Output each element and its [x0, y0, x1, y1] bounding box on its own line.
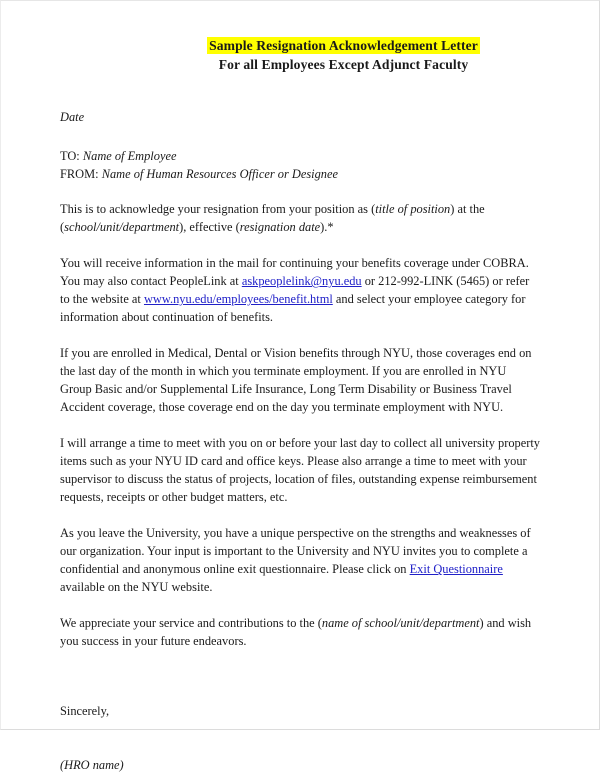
- para5-text-1: As you leave the University, you have a unique perspective on the strengths and weaknesses of our organization. Your input is important to the University and NYU invites you to complete a confidential and anonymous online exit questionnaire. Please click on: [60, 526, 531, 577]
- para1-placeholder-date: resignation date: [239, 220, 321, 235]
- paragraph-acknowledgement: [60, 201, 541, 237]
- to-line: [60, 148, 541, 166]
- para2-text-1: You will receive information in the mail for continuing your benefits coverage under COBRA. You may also contact PeopleLink at: [60, 256, 529, 289]
- exit-questionnaire-link[interactable]: Exit Questionnaire: [409, 562, 503, 577]
- paragraph-coverage-termination: If you are enrolled in Medical, Dental or Vision benefits through NYU, those coverages end on the last day of the month in which you terminate employment. If you are enrolled in NYU Group Basic and/or Supplemental Life Insurance, Long Term Disability or Business Travel Accident coverage, those coverage end on the day you terminate employment with NYU.: [60, 346, 532, 415]
- date-placeholder: Date: [60, 109, 85, 124]
- highlighted-title-text: Sample Resignation Acknowledgement Letter: [209, 38, 478, 53]
- para1-text-3: ), effective (: [179, 220, 240, 235]
- from-label: FROM:: [60, 166, 99, 181]
- from-value: Name of Human Resources Officer or Designee: [101, 166, 338, 181]
- from-line: [60, 166, 541, 184]
- para2-text-3: and select your employee category for information about continuation of benefits.: [60, 292, 526, 325]
- para1-placeholder-title: title of position: [375, 202, 451, 217]
- para1-text-1: This is to acknowledge your resignation from your position as (: [60, 202, 376, 217]
- spacer-before-para2: [60, 237, 541, 255]
- spacer-after-title: [60, 75, 541, 109]
- spacer-signature: [60, 721, 541, 757]
- para1-text-2: ) at the (: [60, 202, 485, 235]
- paragraph-appreciation: [60, 615, 541, 651]
- paragraph-cobra-benefits: [60, 255, 541, 327]
- signature-placeholder: (HRO name): [60, 757, 124, 772]
- spacer-before-para6: [60, 597, 541, 615]
- benefits-website-link[interactable]: www.nyu.edu/employees/benefit.html: [143, 292, 333, 307]
- title-line-primary: [138, 37, 549, 56]
- para6-text-1: We appreciate your service and contributions to the (: [60, 616, 322, 631]
- to-label: TO:: [60, 149, 80, 164]
- letter-title-block: [138, 37, 549, 75]
- peoplelink-email-link[interactable]: askpeoplelink@nyu.edu: [241, 274, 362, 289]
- spacer-after-date: [60, 126, 541, 148]
- para5-text-2: available on the NYU website.: [60, 580, 213, 595]
- closing-salutation: Sincerely,: [60, 704, 110, 719]
- paragraph-property-return: I will arrange a time to meet with you on or before your last day to collect all university property items such as your NYU ID card and office keys. Please also arrange a time to meet with your supervisor to discuss the status of projects, location of files, outstanding expense reimbursement requests, receipts or other budget matters, etc.: [60, 436, 540, 505]
- to-value: Name of Employee: [82, 149, 177, 164]
- paragraph-exit-questionnaire: [60, 525, 541, 597]
- spacer-before-para3: [60, 327, 541, 345]
- para1-placeholder-department: school/unit/department: [64, 220, 180, 235]
- spacer-before-para5: [60, 507, 541, 525]
- para1-text-4: ).*: [320, 220, 334, 235]
- para2-text-2: or 212-992-LINK (5465) or refer to the website at: [60, 274, 530, 307]
- spacer-before-para1: [60, 183, 541, 201]
- para6-placeholder-department: name of school/unit/department: [321, 616, 480, 631]
- letter-body: [60, 1, 541, 774]
- title-line-secondary: For all Employees Except Adjunct Faculty: [218, 56, 469, 72]
- spacer-before-para4: [60, 417, 541, 435]
- spacer-before-closing: [60, 651, 541, 703]
- para6-text-2: ) and wish you success in your future endeavors.: [60, 616, 532, 649]
